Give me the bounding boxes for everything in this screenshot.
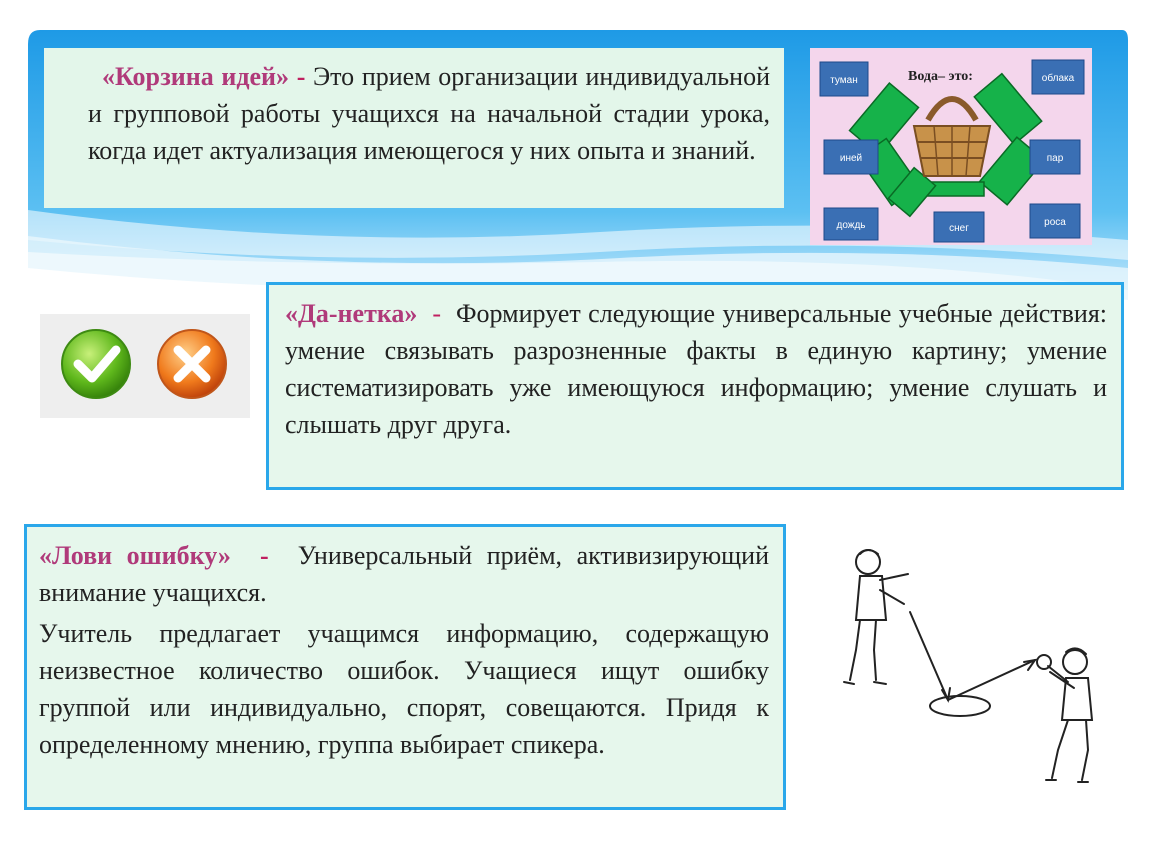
- word-tile: снег: [949, 223, 969, 234]
- basket-picture-title: Вода– это:: [908, 69, 973, 84]
- child-catcher-figure: [1037, 648, 1092, 782]
- ball-game-illustration: [830, 540, 1120, 800]
- word-tile: туман: [830, 75, 858, 86]
- basket-of-ideas-picture: [810, 48, 1092, 245]
- catch-the-mistake-block: [24, 524, 786, 810]
- bounce-arrow: [948, 660, 1035, 700]
- basket-of-ideas-term: «Корзина идей»: [102, 62, 290, 91]
- cross-icon: [158, 330, 226, 398]
- target-circle: [930, 696, 990, 716]
- yes-no-game-block: [266, 282, 1124, 490]
- catch-the-mistake-summary: Универсальный приём, активизирующий внимание учащихся.: [39, 541, 770, 607]
- catch-the-mistake-description: Учитель предлагает учащимся информацию, содержащую неизвестное количество ошибок. Учащиеся ищут ошибку группой или индивидуально, спорят, совещаются. Придя к определенному мнению, группа выбирает спикера.: [39, 619, 769, 759]
- word-tile: пар: [1046, 153, 1064, 164]
- word-tile: роса: [1044, 217, 1066, 228]
- basket-diagram: [810, 48, 1092, 245]
- basket-of-ideas-text: [88, 58, 770, 169]
- term-dash: -: [432, 299, 442, 328]
- check-icon: [62, 330, 130, 398]
- basket-icon: [914, 99, 990, 176]
- throw-arrow: [910, 612, 948, 700]
- yes-no-game-text: [285, 295, 1107, 443]
- catch-the-mistake-term: «Лови ошибку»: [39, 541, 231, 570]
- yes-no-game-description: Формирует следующие универсальные учебные действия: умение связывать разрозненные факты в единую картину; умение систематизировать уже имеющуюся информацию; умение слушать и слышать друг друга.: [285, 299, 1108, 439]
- basket-of-ideas-block: [44, 48, 784, 208]
- term-dash: -: [259, 541, 269, 570]
- yes-no-game-term: «Да-нетка»: [285, 299, 418, 328]
- yes-no-icons: [40, 314, 250, 418]
- word-tile: дождь: [836, 220, 866, 231]
- term-dash: -: [296, 62, 306, 91]
- word-tile: иней: [839, 153, 863, 164]
- child-thrower-figure: [844, 550, 908, 684]
- word-tile: облака: [1041, 73, 1075, 84]
- basket-of-ideas-description: Это прием организации индивидуальной и групповой работы учащихся на начальной стадии урока, когда идет актуализация имеющегося у них опыта и знаний.: [88, 62, 770, 165]
- catch-the-mistake-intro: [39, 537, 769, 611]
